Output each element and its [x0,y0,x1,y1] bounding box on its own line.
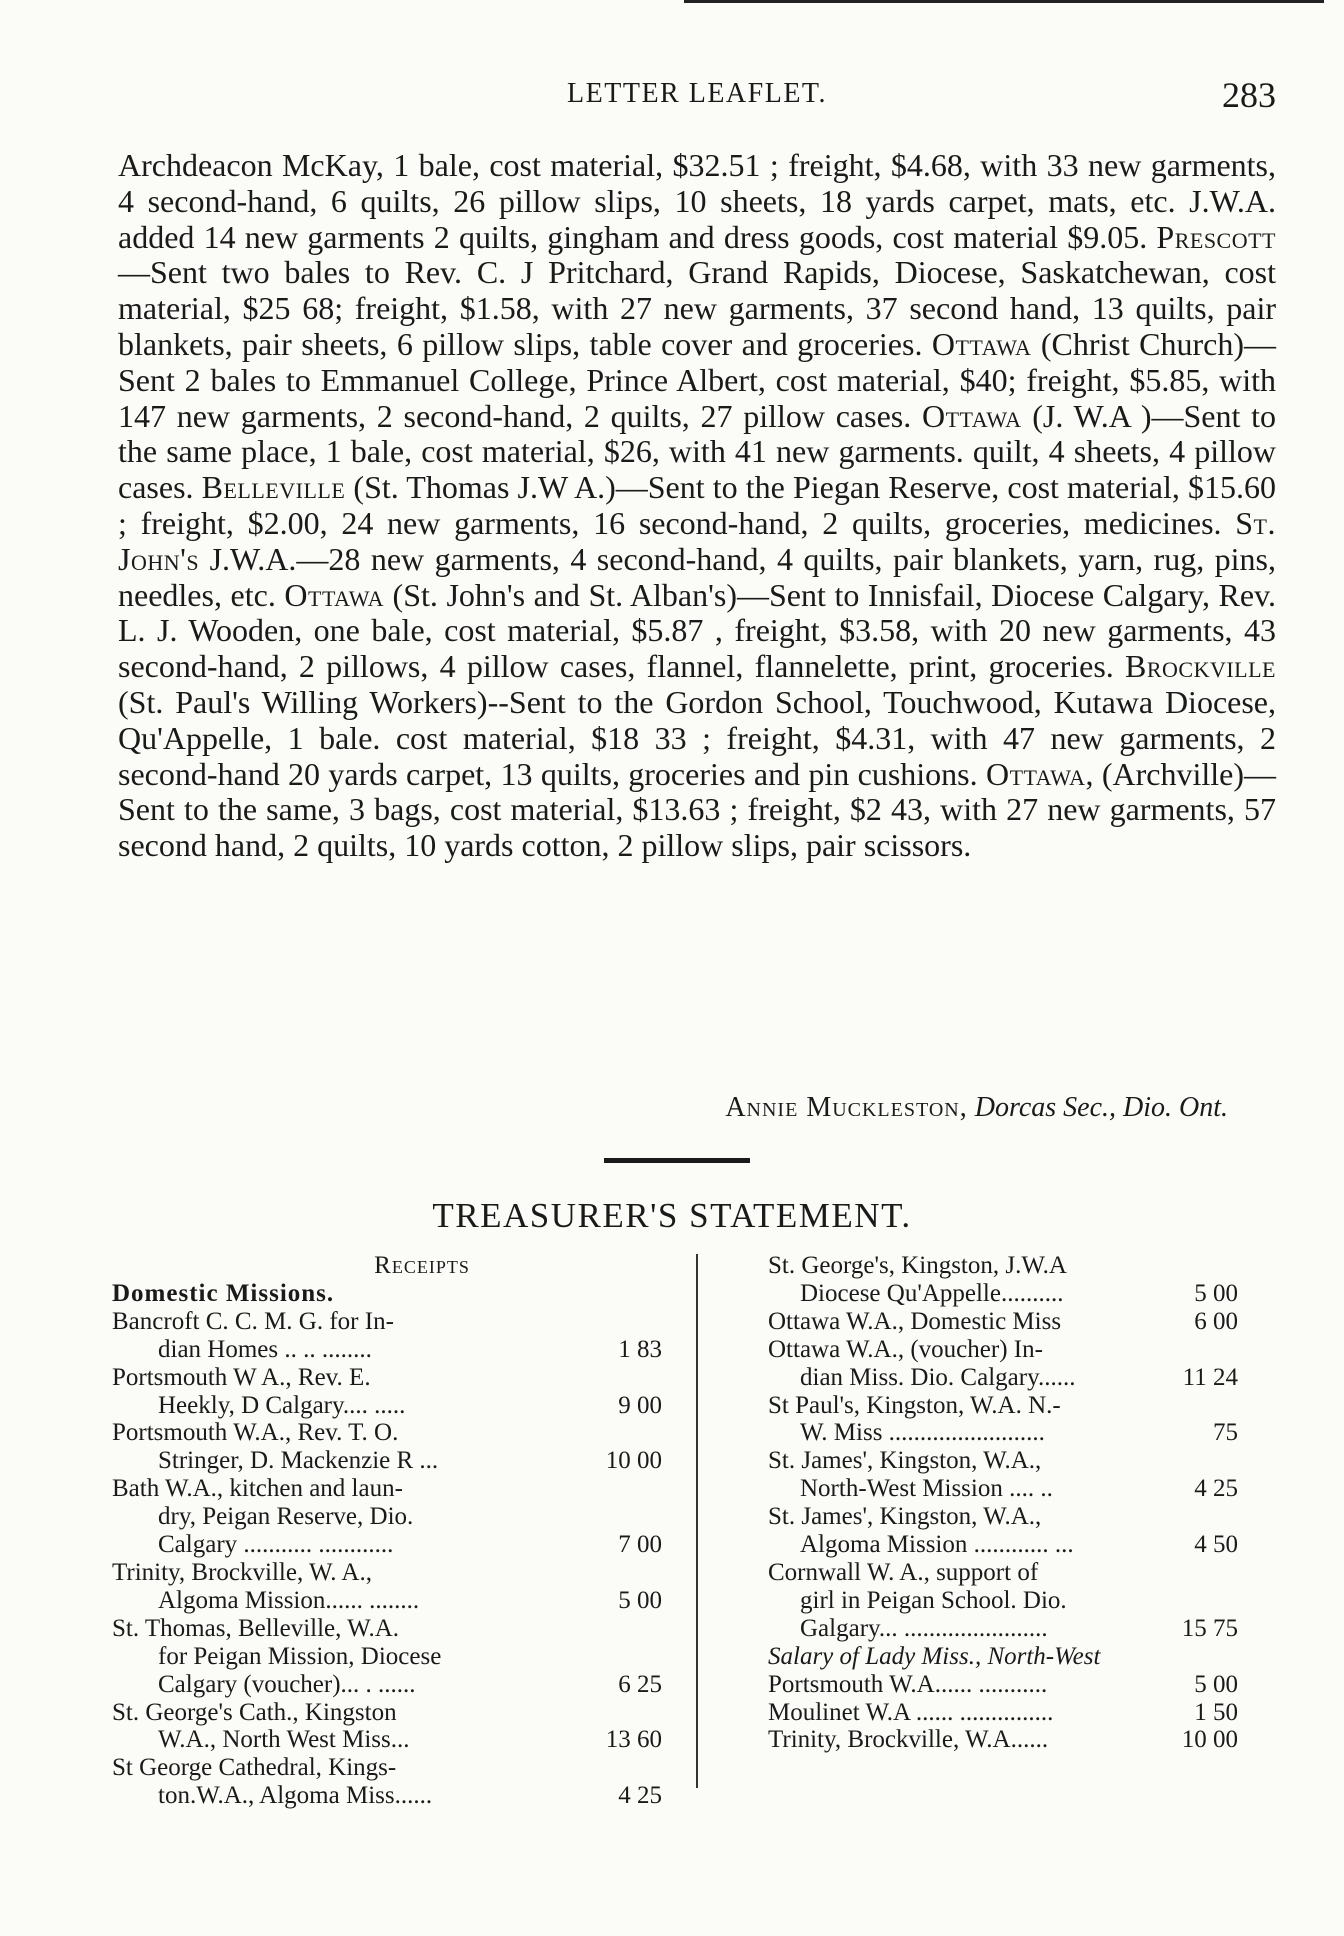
entry-line: Cornwall W. A., support of [768,1558,1039,1586]
entry-line: Ottawa W.A., Domestic Miss [768,1307,1062,1335]
entry-line: Trinity, Brockville, W. A., [112,1558,372,1586]
entry-line: Bancroft C. C. M. G. for In- [112,1307,394,1335]
ledger-entry [768,1699,1238,1727]
entry-line: Portsmouth W A., Rev. E. [112,1363,371,1391]
entry-line: W. Miss ......................... [800,1419,1045,1447]
entry-amount: 1 83 [618,1335,662,1363]
ledger-entry [112,1475,662,1559]
entry-line: ton.W.A., Algoma Miss...... [158,1782,433,1810]
entry-line: St George Cathedral, Kings- [112,1754,397,1782]
entry-amount: 7 00 [618,1531,662,1559]
dorcas-report-paragraph [118,148,1276,864]
entry-amount: 1 50 [1194,1698,1238,1726]
ledger-entry [112,1754,662,1810]
place-name: Ottawa [985,755,1086,792]
entry-amount: 6 25 [618,1670,662,1698]
entry-amount: 11 24 [1182,1363,1238,1391]
entry-line: Moulinet W.A ...... ............... [768,1698,1054,1726]
entry-line: Calgary ........... ............ [158,1531,394,1559]
left-entry-list [112,1308,662,1810]
entry-amount: 4 25 [618,1782,662,1810]
entry-line: Stringer, D. Mackenzie R ... [158,1447,439,1475]
report-text: Archdeacon McKay, 1 bale, cost material, $32.51 ; freight, $4.68, with 33 new garments, 4 second-hand, 6 quilts, 26 pillow slips, 10 sheets, 18 yards carpet, mats, etc. J.W.A. added 14 new garments 2 quilts, gingham and dress goods, cost material $9.05. [118,147,1276,255]
entry-line: Portsmouth W.A...... ........... [768,1670,1048,1698]
entry-amount: 5 00 [1194,1670,1238,1698]
place-name: Ottawa [921,397,1022,434]
entry-amount: 5 00 [1194,1279,1238,1307]
receipts-right-column [768,1252,1238,1754]
ledger-entry [112,1559,662,1615]
entry-line: Galgary... ....................... [800,1614,1048,1642]
entry-line: Bath W.A., kitchen and laun- [112,1475,403,1503]
report-text: (St. Paul's Willing Workers)--Sent to the Gordon School, Touchwood, Kutawa Diocese, Qu'Appelle, 1 bale. cost material, $18 33 ; freight, $4.31, with 47 new garments, 2 second-hand 20 yards carpet, 13 quilts, groceries and pin cushions. [118,683,1276,792]
place-name: St. John's [118,504,1276,577]
treasurer-statement-heading: TREASURER'S STATEMENT. [432,1196,912,1235]
entry-line: Algoma Mission...... ........ [158,1586,420,1614]
entry-amount: 4 50 [1194,1531,1238,1559]
ledger-entry [768,1503,1238,1559]
section-divider [604,1158,750,1163]
receipts-left-column [112,1252,662,1810]
entry-amount: 15 75 [1181,1614,1238,1642]
entry-line: dry, Peigan Reserve, Dio. [158,1503,414,1531]
page-number: 283 [1222,75,1276,115]
entry-line: dian Miss. Dio. Calgary...... [800,1363,1076,1391]
entry-amount: 75 [1213,1419,1238,1447]
entry-line: W.A., North West Miss... [158,1726,410,1754]
ledger-entry [768,1336,1238,1392]
entry-line: Ottawa W.A., (voucher) In- [768,1335,1043,1363]
ledger-entry [112,1615,662,1699]
entry-line: Algoma Mission ............ ... [800,1531,1074,1559]
place-name: Ottawa [931,325,1032,362]
report-text: (J. W.A )—Sent to the same place, 1 bale, cost material, $26, with 41 new garments. quilt, 4 sheets, 4 pillow cases. [118,397,1277,506]
entry-amount: 10 00 [1181,1726,1238,1754]
ledger-entry [768,1447,1238,1503]
signature [118,1092,1228,1124]
entry-amount: 13 60 [605,1726,662,1754]
entry-line: St. George's, Kingston, J.W.A [768,1252,1067,1279]
report-text: J.W.A.—28 new garments, 4 second-hand, 4 quilts, pair blankets, yarn, rug, pins, needles, etc. [118,540,1276,613]
column-divider [696,1254,698,1788]
entry-line: St. James', Kingston, W.A., [768,1447,1042,1475]
entry-line: St. George's Cath., Kingston [112,1698,397,1726]
entry-line: St Paul's, Kingston, W.A. N.- [768,1391,1061,1419]
entry-amount: 4 25 [1194,1475,1238,1503]
ledger-entry [112,1419,662,1475]
running-head [118,74,1276,118]
top-rule [684,0,1324,7]
entry-line: Diocese Qu'Appelle.......... [800,1279,1064,1307]
category-domestic-missions: Domestic Missions. [112,1279,335,1307]
signature-title: Dorcas Sec., Dio. Ont. [974,1092,1228,1123]
right-entry-list [768,1252,1238,1643]
ledger-entry [112,1364,662,1420]
entry-line: Calgary (voucher)... . ...... [158,1670,416,1698]
entry-line: girl in Peigan School. Dio. [800,1586,1067,1614]
entry-line: St. Thomas, Belleville, W.A. [112,1614,400,1642]
entry-amount: 9 00 [618,1391,662,1419]
report-text: (Christ Church)—Sent 2 bales to Emmanuel College, Prince Albert, cost material, $40; freight, $5.85, with 147 new garments, 2 second-hand, 2 quilts, 27 pillow cases. [118,325,1277,434]
place-name: Belleville [201,469,346,506]
report-text: —Sent two bales to Rev. C. J Pritchard, Grand Rapids, Diocese, Saskatchewan, cost material, $25 68; freight, $1.58, with 27 new garments, 37 second hand, 13 quilts, pair blankets, pair sheets, 6 pillow slips, table cover and groceries. [118,254,1276,362]
entry-line: Heekly, D Calgary.... ..... [158,1391,406,1419]
entry-line: North-West Mission .... .. [800,1475,1053,1503]
ledger-entry [768,1726,1238,1754]
ledger-entry [768,1392,1238,1448]
report-text: (St. Thomas J.W A.)—Sent to the Piegan Reserve, cost material, $15.60 ; freight, $2.00, 24 new garments, 16 second-hand, 2 quilts, groceries, medicines. [118,469,1276,541]
entry-line: Portsmouth W.A., Rev. T. O. [112,1419,399,1447]
entry-amount: 10 00 [605,1447,662,1475]
place-name: Brockville [1125,648,1276,685]
signature-name: Annie Muckleston, [725,1092,968,1123]
receipts-label: Receipts [374,1252,470,1279]
ledger-entry [112,1699,662,1755]
category-salary-lady-missionary: Salary of Lady Miss., North-West [768,1642,1101,1670]
entry-line: St. James', Kingston, W.A., [768,1503,1042,1531]
place-name: Ottawa [284,576,384,613]
entry-amount: 6 00 [1194,1307,1238,1335]
entry-amount: 5 00 [618,1586,662,1614]
ledger-entry [768,1559,1238,1643]
ledger-entry [768,1671,1238,1699]
entry-line: dian Homes .. .. ........ [158,1335,372,1363]
place-name: Prescott [1156,218,1276,255]
entry-line: for Peigan Mission, Diocese [158,1642,442,1670]
running-title: LETTER LEAFLET. [567,78,827,109]
report-text: , (Archville)—Sent to the same, 3 bags, cost material, $13.63 ; freight, $2 43, with 27 new garments, 57 second hand, 2 quilts, 10 yards cotton, 2 pillow slips, pair scissors. [118,755,1277,864]
ledger-entry [112,1308,662,1364]
right-entry-list-2 [768,1671,1238,1755]
ledger-entry [768,1308,1238,1336]
ledger-entry [768,1252,1238,1308]
report-text: (St. John's and St. Alban's)—Sent to Innisfail, Diocese Calgary, Rev. L. J. Wooden, one bale, cost material, $5.87 , freight, $3.58, with 20 new garments, 43 second-hand, 2 pillows, 4 pillow cases, flannel, flannelette, print, groceries. [118,576,1277,685]
entry-line: Trinity, Brockville, W.A...... [768,1726,1049,1754]
